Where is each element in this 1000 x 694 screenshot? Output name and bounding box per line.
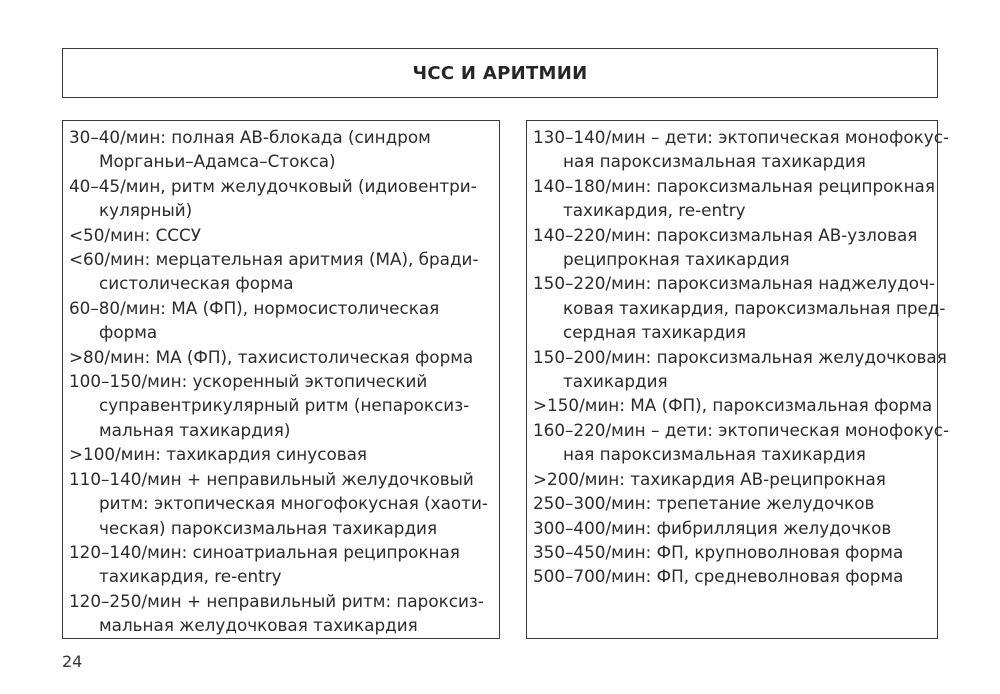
heart-rate-entry [69, 125, 499, 174]
right-column-box [526, 120, 950, 639]
entry-continuation-line: ная пароксизмальная тахикардия [563, 444, 866, 465]
entry-line: >100/мин: тахикардия синусовая [69, 444, 367, 465]
heart-rate-entry [69, 247, 499, 296]
entry-line: 100–150/мин: ускоренный эктопический [69, 371, 428, 392]
heart-rate-entry [533, 345, 947, 394]
entry-line: 120–140/мин: синоатриальная реципрокная [69, 541, 460, 562]
entry-line: 140–220/мин: пароксизмальная АВ-узловая [533, 224, 918, 245]
heart-rate-entry [533, 418, 950, 467]
entry-continuation-line: форма [99, 322, 158, 343]
heart-rate-entry [69, 345, 499, 369]
heart-rate-entry [533, 467, 937, 491]
entry-line: 250–300/мин: трепетание желудочков [533, 493, 875, 514]
entry-line: 140–180/мин: пароксизмальная реципрокная [533, 175, 935, 196]
heart-rate-entry [69, 540, 499, 589]
heart-rate-entry [69, 442, 499, 466]
entry-line: 40–45/мин, ритм желудочковый (идиовентри- [69, 175, 477, 196]
heart-rate-entry [69, 467, 499, 540]
entry-line: <60/мин: мерцательная аритмия (МА), бради- [69, 249, 479, 270]
entry-line: >200/мин: тахикардия АВ-реципрокная [533, 468, 886, 489]
entry-line: 130–140/мин – дети: эктопическая монофокус- [533, 127, 950, 147]
entry-line: >150/мин: МА (ФП), пароксизмальная форма [533, 395, 933, 416]
heart-rate-entry [69, 174, 499, 223]
entry-line: <50/мин: СССУ [69, 224, 201, 245]
entry-continuation-line: тахикардия, re-entry [563, 200, 746, 221]
entry-line: 150–200/мин: пароксизмальная желудочковая [533, 346, 947, 367]
page-number: 24 [62, 652, 83, 671]
heart-rate-entry [69, 296, 499, 345]
entry-line: 160–220/мин – дети: эктопическая монофокус- [533, 419, 950, 440]
heart-rate-entry [69, 369, 499, 442]
entry-continuation-line: тахикардия [563, 371, 668, 392]
entry-continuation-line: сердная тахикардия [563, 322, 747, 343]
entry-continuation-line: ритм: эктопическая многофокусная (хаоти- [99, 493, 488, 514]
entry-line: 60–80/мин: МА (ФП), нормосистолическая [69, 297, 440, 318]
heart-rate-entry [533, 491, 937, 515]
heart-rate-entry [533, 271, 946, 344]
entry-line: 350–450/мин: ФП, крупноволновая форма [533, 541, 904, 562]
heart-rate-entry [69, 589, 499, 638]
entry-line: 500–700/мин: ФП, средневолновая форма [533, 566, 904, 587]
entry-continuation-line: мальная тахикардия) [99, 419, 291, 440]
entry-continuation-line: ная пароксизмальная тахикардия [563, 151, 866, 172]
entry-line: 120–250/мин + неправильный ритм: пароксиз- [69, 590, 484, 611]
entry-line: 150–220/мин: пароксизмальная наджелудоч- [533, 273, 936, 294]
entry-continuation-line: ческая) пароксизмальная тахикардия [99, 517, 438, 538]
heart-rate-entry [533, 540, 937, 564]
entry-continuation-line: кулярный) [99, 200, 193, 221]
entry-line: >80/мин: МА (ФП), тахисистолическая форма [69, 346, 474, 367]
heart-rate-entry [69, 223, 499, 247]
entry-continuation-line: ковая тахикардия, пароксизмальная пред- [563, 297, 946, 318]
left-column-box [62, 120, 500, 639]
entry-line: 30–40/мин: полная АВ-блокада (синдром [69, 127, 431, 147]
heart-rate-entry [533, 564, 937, 588]
entry-continuation-line: мальная желудочковая тахикардия [99, 615, 418, 636]
heart-rate-entry [533, 174, 937, 223]
heart-rate-entry [533, 223, 937, 272]
heart-rate-entry [533, 393, 937, 417]
entry-line: 110–140/мин + неправильный желудочковый [69, 468, 474, 489]
title-box [62, 48, 938, 98]
entry-line: 300–400/мин: фибрилляция желудочков [533, 517, 892, 538]
entry-continuation-line: систолическая форма [99, 273, 294, 294]
heart-rate-entry [533, 125, 950, 174]
page-title: ЧСС И АРИТМИИ [412, 62, 588, 84]
entry-continuation-line: тахикардия, re-entry [99, 566, 282, 587]
heart-rate-entry [533, 516, 937, 540]
entry-continuation-line: Морганьи–Адамса–Стокса) [99, 151, 336, 172]
entry-continuation-line: реципрокная тахикардия [563, 249, 790, 270]
entry-continuation-line: суправентрикулярный ритм (непароксиз- [99, 395, 470, 416]
